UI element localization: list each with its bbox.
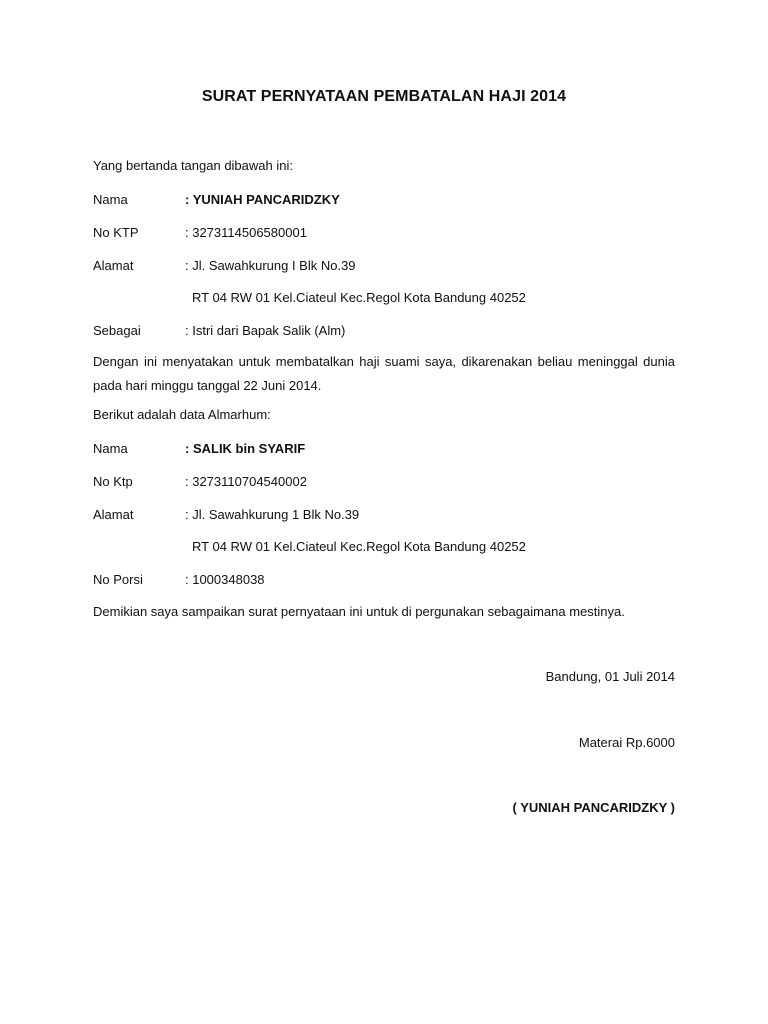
declarant-ktp-value: : 3273114506580001 — [185, 225, 307, 240]
deceased-address-line2: RT 04 RW 01 Kel.Ciateul Kec.Regol Kota Bandung 40252 — [192, 539, 526, 554]
declarant-ktp-label: No KTP — [93, 225, 139, 240]
intro-text: Yang bertanda tangan dibawah ini: — [93, 158, 293, 173]
deceased-address-label: Alamat — [93, 507, 134, 522]
deceased-ktp-value: : 3273110704540002 — [185, 474, 307, 489]
closing-text: Demikian saya sampaikan surat pernyataan ini untuk di pergunakan sebagaimana mestinya. — [93, 604, 625, 619]
declarant-name-label: Nama — [93, 192, 128, 207]
declarant-role-value: : Istri dari Bapak Salik (Alm) — [185, 323, 346, 338]
deceased-name-value: : SALIK bin SYARIF — [185, 441, 306, 456]
document-title: SURAT PERNYATAAN PEMBATALAN HAJI 2014 — [201, 88, 567, 105]
stamp-note: Materai Rp.6000 — [578, 735, 675, 750]
place-date: Bandung, 01 Juli 2014 — [545, 669, 675, 684]
deceased-porsi-value: : 1000348038 — [185, 572, 265, 587]
deceased-intro-text: Berikut adalah data Almarhum: — [93, 407, 271, 422]
deceased-name-label: Nama — [93, 441, 128, 456]
signature-name: ( YUNIAH PANCARIDZKY ) — [512, 800, 675, 815]
declarant-role-label: Sebagai — [93, 323, 141, 338]
statement-paragraph: Dengan ini menyatakan untuk membatalkan haji suami saya, dikarenakan beliau meninggal dunia pada hari minggu tanggal 22 Juni 2014. — [93, 354, 675, 393]
declarant-address-line2: RT 04 RW 01 Kel.Ciateul Kec.Regol Kota Bandung 40252 — [192, 290, 526, 305]
declarant-address-value: : Jl. Sawahkurung I Blk No.39 — [185, 258, 356, 273]
deceased-porsi-label: No Porsi — [93, 572, 143, 587]
deceased-address-value: : Jl. Sawahkurung 1 Blk No.39 — [185, 507, 360, 522]
declarant-name-value: : YUNIAH PANCARIDZKY — [185, 192, 340, 207]
deceased-ktp-label: No Ktp — [93, 474, 133, 489]
declarant-address-label: Alamat — [93, 258, 134, 273]
